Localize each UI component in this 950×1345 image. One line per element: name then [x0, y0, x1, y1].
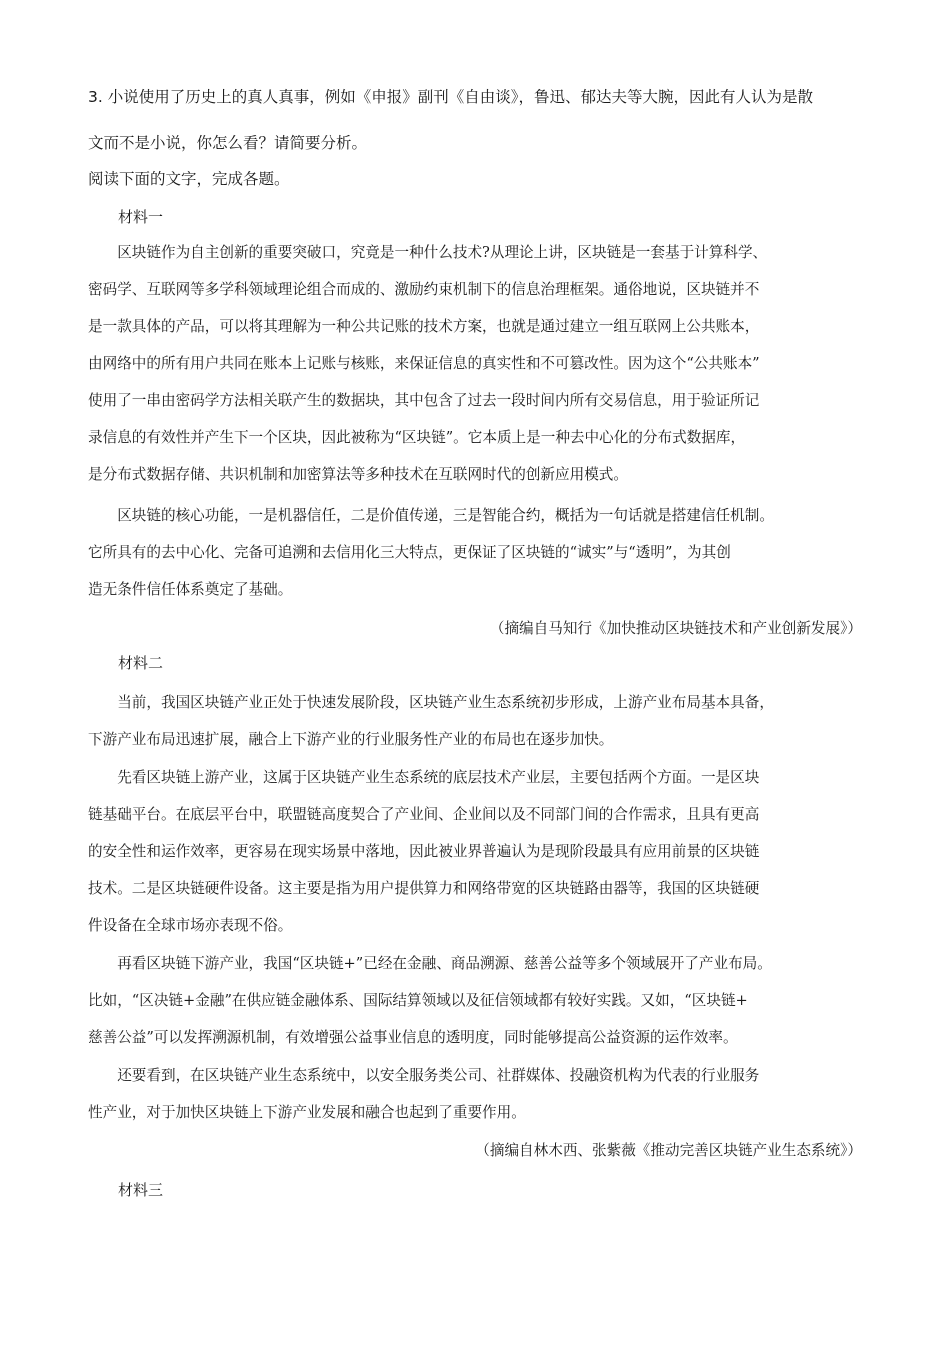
paragraph-line: 密码学、互联网等多学科领域理论组合而成的、激励约束机制下的信息治理框架。通俗地说，区块链并不	[88, 281, 760, 298]
paragraph-line: 录信息的有效性并产生下一个区块，因此被称为“区块链”。它本质上是一种去中心化的分布式数据库，	[88, 429, 746, 446]
paragraph-line: 由网络中的所有用户共同在账本上记账与核账，来保证信息的真实性和不可篡改性。因为这个“公共账本”	[88, 355, 760, 372]
paragraph-line: 比如，“区决链+金融”在供应链金融体系、国际结算领域以及征信领域都有较好实践。又如，“区块链+	[88, 992, 748, 1009]
material-1-paragraph-2	[88, 497, 860, 608]
material-1-label: 材料一	[118, 208, 164, 226]
material-2-label: 材料二	[118, 654, 164, 672]
material-2-paragraph-4	[88, 1057, 860, 1131]
paragraph-line: 下游产业布局迅速扩展，融合上下游产业的行业服务性产业的布局也在逐步加快。	[88, 731, 614, 748]
paragraph-line: 造无条件信任体系奠定了基础。	[88, 581, 293, 598]
paragraph-line: 技术。二是区块链硬件设备。这主要是指为用户提供算力和网络带宽的区块链路由器等，我国的区块链硬	[88, 880, 760, 897]
paragraph-line: 性产业，对于加快区块链上下游产业发展和融合也起到了重要作用。	[88, 1104, 526, 1121]
material-1-source: （摘编自马知行《加快推动区块链技术和产业创新发展》）	[489, 620, 862, 637]
paragraph-line: 使用了一串由密码学方法相关联产生的数据块，其中包含了过去一段时间内所有交易信息，用于验证所记	[88, 392, 760, 409]
material-2-source: （摘编自林木西、张紫薇《推动完善区块链产业生态系统》）	[475, 1142, 862, 1159]
material-2-paragraph-2	[88, 759, 860, 944]
paragraph-line: 它所具有的去中心化、完备可追溯和去信用化三大特点，更保证了区块链的“诚实”与“透明”，为其创	[88, 544, 731, 561]
material-2-paragraph-3	[88, 945, 860, 1056]
paragraph-line: 件设备在全球市场亦表现不俗。	[88, 917, 293, 934]
paragraph-line: 区块链的核心功能，一是机器信任，二是价值传递，三是智能合约，概括为一句话就是搭建信任机制。	[88, 507, 774, 524]
paragraph-line: 再看区块链下游产业，我国“区块链+”已经在金融、商品溯源、慈善公益等多个领域展开了产业布局。	[88, 955, 772, 972]
paragraph-line: 先看区块链上游产业，这属于区块链产业生态系统的底层技术产业层，主要包括两个方面。一是区块	[88, 769, 760, 786]
paragraph-line: 区块链作为自主创新的重要突破口，究竟是一种什么技术?从理论上讲，区块链是一套基于计算科学、	[88, 244, 768, 261]
paragraph-line: 还要看到，在区块链产业生态系统中，以安全服务类公司、社群媒体、投融资机构为代表的行业服务	[88, 1067, 760, 1084]
paragraph-line: 慈善公益”可以发挥溯源机制，有效增强公益事业信息的透明度，同时能够提高公益资源的运作效率。	[88, 1029, 738, 1046]
material-3-label: 材料三	[118, 1181, 164, 1199]
paragraph-line: 是一款具体的产品，可以将其理解为一种公共记账的技术方案，也就是通过建立一组互联网上公共账本，	[88, 318, 760, 335]
question-3	[88, 74, 868, 166]
material-2-paragraph-1	[88, 684, 860, 758]
question-number: 3.	[88, 88, 103, 106]
paragraph-line: 当前，我国区块链产业正处于快速发展阶段，区块链产业生态系统初步形成，上游产业布局基本具备，	[88, 694, 774, 711]
material-1-paragraph-1	[88, 234, 860, 493]
paragraph-line: 的安全性和运作效率，更容易在现实场景中落地，因此被业界普遍认为是现阶段最具有应用前景的区块链	[88, 843, 760, 860]
question-3-line-1: 3. 小说使用了历史上的真人真事，例如《申报》副刊《自由谈》，鲁迅、郁达夫等大腕，因此有人认为是散	[88, 88, 813, 106]
reading-instruction: 阅读下面的文字，完成各题。	[88, 170, 290, 188]
paragraph-line: 是分布式数据存储、共识机制和加密算法等多种技术在互联网时代的创新应用模式。	[88, 466, 628, 483]
paragraph-line: 链基础平台。在底层平台中，联盟链高度契合了产业间、企业间以及不同部门间的合作需求，且具有更高	[88, 806, 760, 823]
question-3-line-2: 文而不是小说，你怎么看？请简要分析。	[88, 134, 368, 152]
